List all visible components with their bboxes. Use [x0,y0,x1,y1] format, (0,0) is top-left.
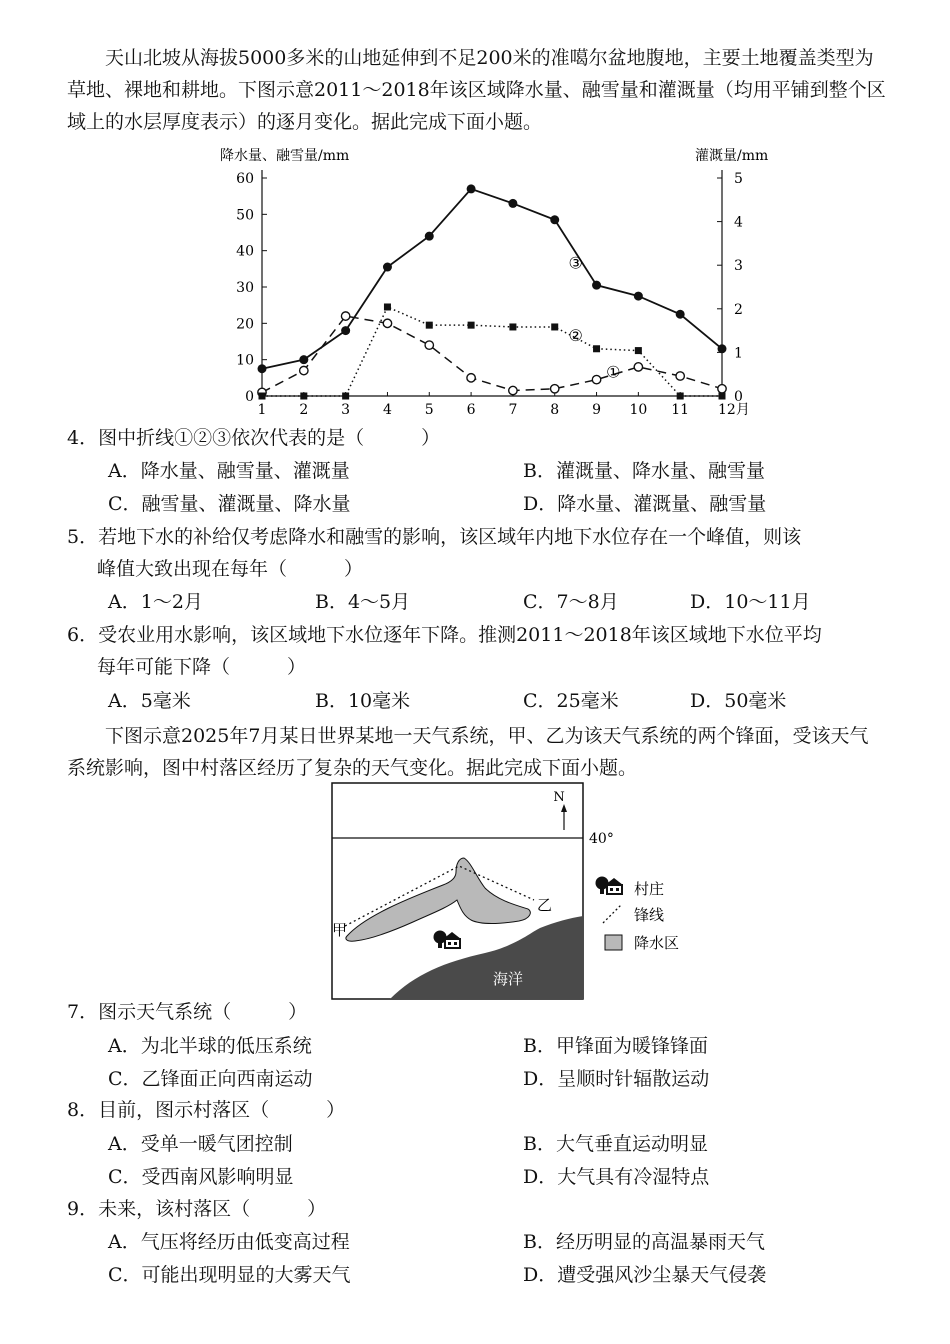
y-tick-label-right: 3 [734,258,743,275]
y-tick-label-left: 30 [236,280,254,296]
option-4b[interactable] [523,456,765,486]
option-text: 10～11月 [724,591,811,613]
data-point [426,322,433,329]
option-text: 大气垂直运动明显 [555,1133,708,1155]
y-tick-label-left: 20 [236,316,254,333]
option-7a[interactable] [108,1031,312,1061]
data-point [467,374,475,382]
data-point [468,322,475,329]
y-tick-label-right: 0 [734,389,743,405]
question-text: 图示天气系统（ ） [98,1001,308,1023]
data-point [676,372,684,380]
option-label: A． [108,1231,141,1253]
latitude-label: 40° [589,831,614,847]
data-point [383,319,391,327]
question-number: 8． [67,1099,99,1121]
x-tick-label: 4 [382,402,392,418]
question-4 [67,423,440,453]
option-text: 降水量、融雪量、灌溉量 [140,460,350,482]
option-text: 融雪量、灌溉量、降水量 [141,493,351,515]
x-tick-label: 6 [466,402,476,418]
question-7 [67,997,307,1027]
option-7c[interactable] [108,1064,313,1094]
option-9a[interactable] [108,1227,350,1257]
data-point [509,386,517,394]
data-point [719,393,726,400]
option-8a[interactable] [108,1129,293,1159]
data-point [592,375,600,383]
north-label: N [553,790,565,805]
y-tick-label-right: 4 [734,214,743,231]
option-6c[interactable] [523,686,619,716]
option-label: C． [108,1068,142,1090]
option-label: A． [108,460,141,482]
question-text: 未来，该村落区（ ） [98,1198,327,1220]
legend [596,877,680,953]
option-label: B． [523,1035,556,1057]
option-label: C． [523,690,557,712]
option-label: C． [108,1264,142,1286]
sea-label: 海洋 [493,970,524,988]
series-label: ② [568,326,583,346]
x-tick-label: 2 [299,402,309,418]
data-point [592,281,601,290]
line-chart [200,140,780,430]
data-point [508,199,517,208]
option-label: A． [108,690,141,712]
option-text: 4～5月 [347,591,411,613]
option-label: D． [690,690,725,712]
option-5c[interactable] [523,587,619,617]
question-text: 若地下水的补给仅考虑降水和融雪的影响，该区域年内地下水位存在一个峰值，则该 [98,526,802,548]
option-label: B． [523,1133,556,1155]
question-text: 受农业用水影响，该区域地下水位逐年下降。推测2011～2018年该区域地下水位平均 [98,624,822,646]
data-point [634,292,643,301]
x-tick-label: 3 [341,402,351,418]
option-4d[interactable] [523,489,766,519]
option-label: D． [523,1166,558,1188]
legend-front-label: 锋线 [634,906,665,924]
option-text: 甲锋面为暖锋锋面 [555,1035,708,1057]
data-point [676,310,685,319]
option-text: 受单一暖气团控制 [140,1133,293,1155]
data-point [383,263,392,272]
question-number: 5． [67,526,99,548]
question-6 [67,620,822,650]
data-point [634,363,642,371]
option-label: B． [523,460,556,482]
question-5 [67,522,801,552]
question-8 [67,1095,345,1125]
data-point [593,345,600,352]
data-point [718,385,726,393]
question-number: 6． [67,624,99,646]
option-6b[interactable] [315,686,410,716]
y-tick-label-left: 0 [245,389,254,405]
data-point [258,364,267,373]
legend-precip-symbol [605,935,622,950]
option-text: 降水量、灌溉量、融雪量 [557,493,767,515]
option-5b[interactable] [315,587,410,617]
option-text: 10毫米 [347,690,411,712]
y-tick-label-left: 40 [236,243,254,260]
series-line [262,316,722,392]
legend-precip-label: 降水区 [634,934,680,952]
option-text: 呈顺时针辐散运动 [557,1068,710,1090]
option-label: A． [108,1035,141,1057]
data-point [718,344,727,353]
option-label: A． [108,1133,141,1155]
option-8d[interactable] [523,1162,709,1192]
question-6-line2: 每年可能下降（ ） [97,656,307,678]
y-tick-label-left: 60 [236,171,254,187]
option-label: D． [523,1264,558,1286]
data-point [300,366,308,374]
front-b-label: 乙 [537,896,553,914]
x-tick-label: 12月 [718,402,750,418]
option-9d[interactable] [523,1260,766,1290]
option-label: C． [108,493,142,515]
option-text: 乙锋面正向西南运动 [141,1068,313,1090]
question-5-line2: 峰值大致出现在每年（ ） [97,558,364,580]
option-5a[interactable] [108,587,203,617]
x-tick-label: 11 [671,402,690,418]
front-a-label: 甲 [332,921,348,939]
option-text: 大气具有冷湿特点 [557,1166,710,1188]
option-label: B． [523,1231,556,1253]
option-label: D． [690,591,725,613]
option-label: D． [523,1068,558,1090]
y-tick-label-right: 1 [734,345,743,362]
option-text: 25毫米 [556,690,619,712]
option-8c[interactable] [108,1162,294,1192]
x-tick-label: 8 [550,402,560,418]
y-tick-label-left: 50 [236,207,254,224]
option-text: 经历明显的高温暴雨天气 [555,1231,765,1253]
data-point [300,393,307,400]
option-text: 1～2月 [140,591,203,613]
option-7b[interactable] [523,1031,708,1061]
data-point [551,385,559,393]
option-text: 5毫米 [140,690,191,712]
option-4c[interactable] [108,489,351,519]
option-text: 可能出现明显的大雾天气 [141,1264,351,1286]
x-tick-label: 10 [629,402,648,418]
question-text: 目前，图示村落区（ ） [98,1099,346,1121]
option-4a[interactable] [108,456,350,486]
option-6a[interactable] [108,686,191,716]
series-line [262,307,722,396]
legend-front-symbol [603,905,621,923]
option-text: 灌溉量、降水量、融雪量 [555,460,765,482]
question-number: 4． [67,427,99,449]
x-tick-label: 7 [508,402,518,418]
data-point [509,323,516,330]
intro-paragraph-1: 天山北坡从海拔5000多米的山地延伸到不足200米的准噶尔盆地腹地，主要土地覆盖类型为草地、裸地和耕地。下图示意2011～2018年该区域降水量、融雪量和灌溉量（均用平铺到整个区域上的水层厚度表示）的逐月变化。据此完成下面小题。 [67,47,886,133]
question-number: 9． [67,1198,99,1220]
option-text: 50毫米 [724,690,787,712]
data-point [677,393,684,400]
legend-village-icon [596,877,624,895]
y-tick-label-left: 10 [236,352,254,369]
data-point [299,355,308,364]
data-point [425,232,434,241]
option-label: C． [108,1166,142,1188]
series-label: ③ [568,253,583,273]
data-point [259,393,266,400]
option-text: 为北半球的低压系统 [140,1035,312,1057]
weather-map [325,778,705,1006]
data-point [550,215,559,224]
x-tick-label: 5 [424,402,434,418]
option-5d[interactable] [690,587,811,617]
data-point [342,393,349,400]
x-tick-label: 9 [592,402,602,418]
option-label: D． [523,493,558,515]
option-label: B． [315,690,348,712]
y-axis-left-label: 降水量、融雪量/mm [220,148,350,164]
series-line [262,189,722,369]
question-text: 图中折线①②③依次代表的是（ ） [98,427,441,449]
option-6d[interactable] [690,686,786,716]
data-point [384,303,391,310]
data-point [425,341,433,349]
data-point [551,323,558,330]
question-number: 7． [67,1001,99,1023]
series-label: ① [606,362,621,382]
question-9 [67,1194,326,1224]
data-point [467,184,476,193]
option-text: 7～8月 [556,591,619,613]
y-axis-right-label: 灌溉量/mm [695,148,769,164]
option-label: C． [523,591,557,613]
legend-village-label: 村庄 [634,880,665,898]
data-point [635,347,642,354]
option-text: 气压将经历由低变高过程 [140,1231,350,1253]
data-point [341,312,349,320]
x-tick-label: 1 [257,402,267,418]
data-point [341,326,350,335]
option-9b[interactable] [523,1227,765,1257]
option-9c[interactable] [108,1260,351,1290]
y-tick-label-right: 5 [734,171,743,187]
option-text: 遭受强风沙尘暴天气侵袭 [557,1264,767,1286]
option-label: A． [108,591,141,613]
option-8b[interactable] [523,1129,708,1159]
y-tick-label-right: 2 [734,301,743,318]
option-7d[interactable] [523,1064,709,1094]
intro-paragraph-2: 下图示意2025年7月某日世界某地一天气系统，甲、乙为该天气系统的两个锋面，受该天气系统影响，图中村落区经历了复杂的天气变化。据此完成下面小题。 [67,725,869,779]
option-label: B． [315,591,348,613]
option-text: 受西南风影响明显 [141,1166,294,1188]
